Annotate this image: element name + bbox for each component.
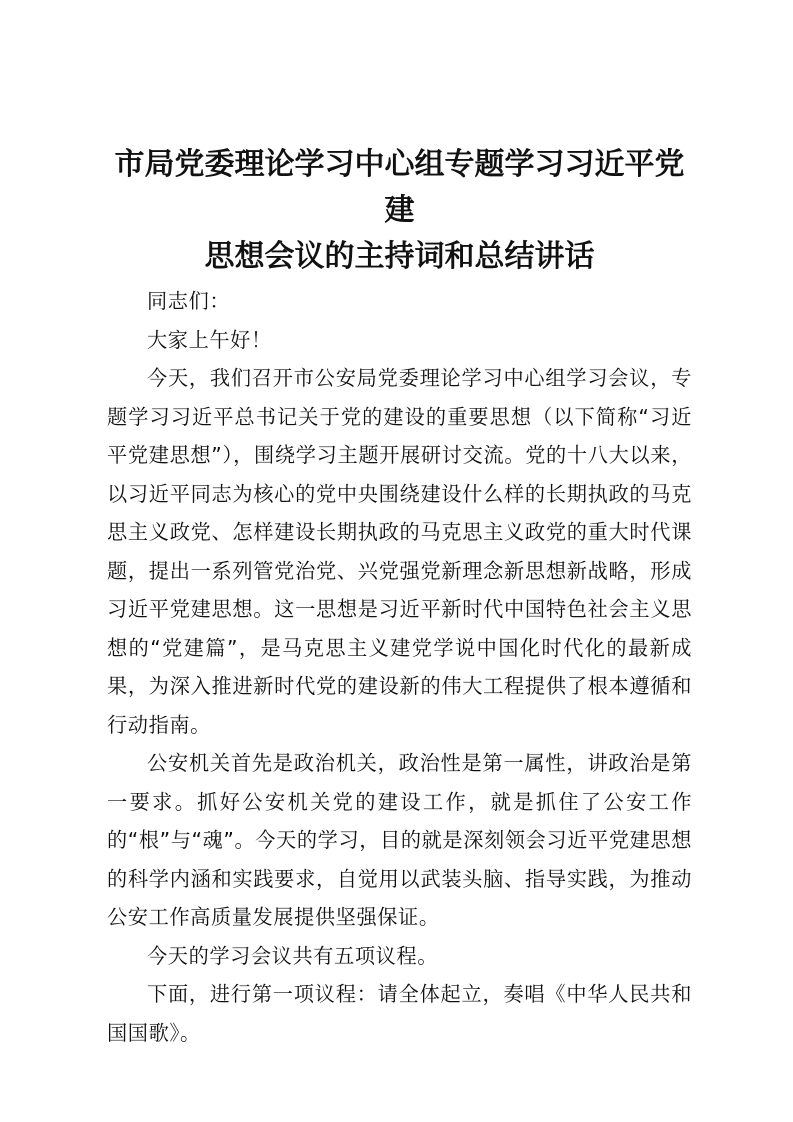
paragraph-police-politics: 公安机关首先是政治机关，政治性是第一属性，讲政治是第一要求。抓好公安机关党的建设工作，就是抓住了公安工作的“根”与“魂”。今天的学习，目的就是深刻领会习近平党建思想的科学内涵和实践要求，自觉用以武装头脑、指导实践，为推动公安工作高质量发展提供坚强保证。 [107,751,692,929]
paragraph-intro: 今天，我们召开市公安局党委理论学习中心组学习会议，专题学习习近平总书记关于党的建设的重要思想（以下简称“习近平党建思想”），围绕学习主题开展研讨交流。党的十八大以来，以习近平同志为核心的党中央围绕建设什么样的长期执政的马克思主义政党、怎样建设长期执政的马克思主义政党的重大时代课题，提出一系列管党治党、兴党强党新理念新思想新战略，形成习近平党建思想。这一思想是习近平新时代中国特色社会主义思想的“党建篇”，是马克思主义建党学说中国化时代化的最新成果，为深入推进新时代党的建设新的伟大工程提供了根本遵循和行动指南。 [107,366,692,737]
paragraph-agenda: 今天的学习会议共有五项议程。 [147,943,439,968]
salutation: 同志们： [147,289,231,313]
greeting: 大家上午好！ [147,327,272,352]
paragraph-first-item: 下面，进行第一项议程：请全体起立，奏唱《中华人民共和国国歌》。 [107,982,692,1045]
document-title [107,142,692,280]
title-line-1: 市局党委理论学习中心组专题学习习近平党建 [114,147,685,228]
title-line-2: 思想会议的主持词和总结讲话 [204,239,595,274]
document-body [107,142,692,1052]
